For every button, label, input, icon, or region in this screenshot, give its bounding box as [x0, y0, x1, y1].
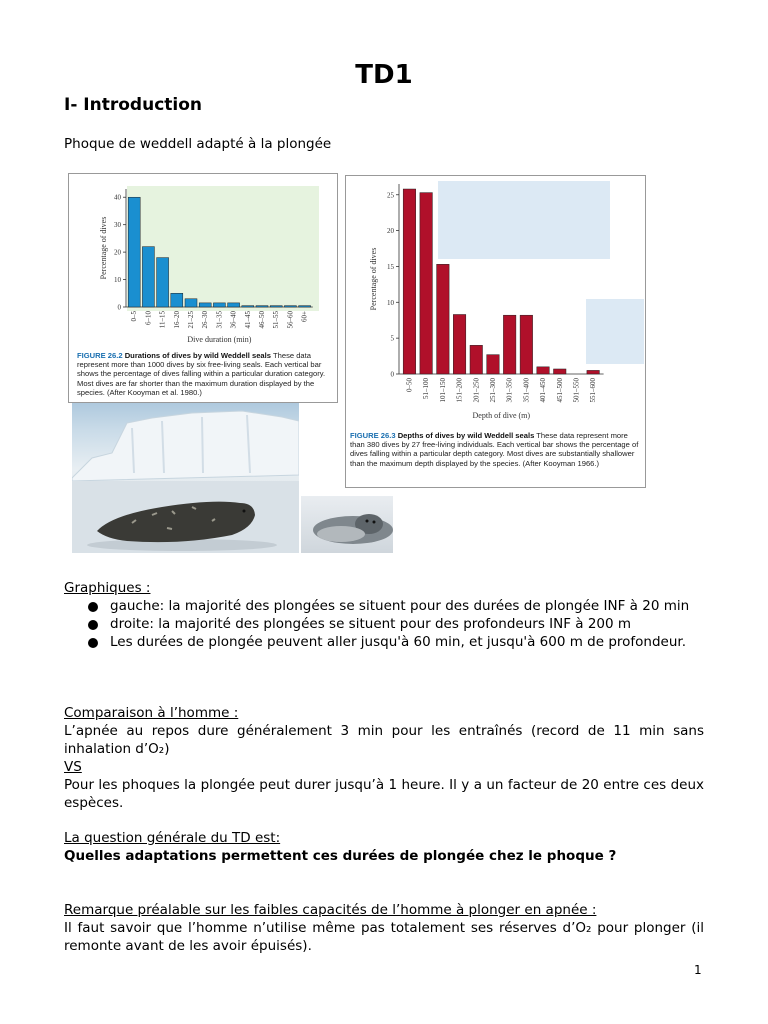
figure-right-caption-text: These data represent more than 380 dives by 27 free-living individuals. Each vertical bar shows the percentage of dives falling within a particular depth category. Most dives are substantially shallower than the maximum depth displayed by the species. (After Kooyman 1966.) — [350, 431, 639, 468]
list-item: droite: la majorité des plongées se situent pour des profondeurs INF à 200 m — [64, 615, 704, 633]
comparaison-vs: VS — [64, 759, 82, 775]
bar — [213, 303, 225, 307]
figure-right — [345, 175, 646, 488]
y-tick-label: 30 — [114, 221, 121, 230]
seal-closeup-illustration — [301, 496, 393, 553]
y-tick-label: 20 — [114, 248, 121, 257]
bar — [242, 306, 254, 307]
bar — [128, 197, 140, 307]
bar — [284, 306, 296, 307]
figure-left-label: FIGURE 26.2 — [77, 351, 123, 360]
x-tick-label: 551–600 — [589, 378, 598, 403]
bar — [554, 369, 567, 374]
intro-text: Phoque de weddell adapté à la plongée — [64, 136, 332, 152]
y-axis-label: Percentage of dives — [369, 247, 378, 311]
bar — [256, 306, 268, 307]
y-tick-label: 0 — [117, 303, 121, 312]
figure-right-caption — [350, 431, 640, 468]
figure-right-heading: Depths of dives by wild Weddell seals — [397, 431, 535, 440]
x-tick-label: 101–150 — [438, 378, 447, 403]
x-tick-label: 151–200 — [455, 378, 464, 403]
bar — [157, 258, 169, 307]
comparaison-text-2: Pour les phoques la plongée peut durer jusqu’à 1 heure. Il y a un facteur de 20 entre ces deux espèces. — [64, 777, 704, 811]
bar — [587, 370, 600, 374]
x-tick-label: 16–20 — [172, 311, 181, 329]
x-tick-label: 251–300 — [488, 378, 497, 403]
x-tick-label: 0–50 — [405, 378, 414, 392]
remarque-heading: Remarque préalable sur les faibles capacités de l’homme à plonger en apnée : — [64, 902, 597, 918]
bar — [487, 355, 500, 374]
bar — [420, 193, 433, 374]
x-axis-label: Depth of dive (m) — [472, 411, 531, 420]
bar — [185, 299, 197, 307]
dive-depth-chart — [346, 176, 645, 426]
bar — [403, 189, 416, 374]
x-tick-label: 401–450 — [539, 378, 548, 403]
chart-left-background — [127, 186, 319, 311]
x-tick-label: 26–30 — [201, 311, 210, 329]
comparaison-heading: Comparaison à l’homme : — [64, 705, 239, 721]
x-axis-label: Dive duration (min) — [187, 335, 252, 344]
x-tick-label: 31–35 — [215, 311, 224, 329]
x-tick-label: 46–50 — [258, 311, 266, 329]
bar — [270, 306, 282, 307]
bar — [228, 303, 240, 307]
comparaison-text-1: L’apnée au repos dure généralement 3 min pour les entraînés (record de 11 min sans inhalation d’O₂) — [64, 723, 704, 757]
y-tick-label: 15 — [387, 262, 394, 271]
ice-scene-illustration — [72, 403, 299, 553]
list-item: gauche: la majorité des plongées se situent pour des durées de plongée INF à 20 min — [64, 597, 704, 615]
x-tick-label: 41–45 — [243, 311, 252, 329]
x-tick-label: 501–550 — [572, 378, 581, 403]
figure-left — [68, 173, 338, 403]
y-tick-label: 10 — [114, 276, 121, 285]
question-heading: La question générale du TD est: — [64, 830, 281, 846]
x-tick-label: 6–10 — [144, 311, 153, 325]
y-tick-label: 5 — [390, 334, 394, 343]
remarque-text: Il faut savoir que l’homme n’utilise même pas totalement ses réserves d’O₂ pour plonger (il remonte avant de les avoir épuisés). — [64, 920, 704, 954]
x-tick-label: 351–400 — [522, 378, 531, 403]
bar — [453, 314, 466, 374]
x-tick-label: 0–5 — [130, 311, 139, 322]
bar — [142, 247, 154, 307]
page-number: 1 — [694, 963, 702, 977]
section-heading: I- Introduction — [64, 95, 203, 115]
x-tick-label: 36–40 — [229, 311, 238, 329]
x-tick-label: 21–25 — [187, 311, 195, 329]
figure-right-label: FIGURE 26.3 — [350, 431, 396, 440]
figure-left-caption — [77, 351, 333, 397]
bar — [437, 264, 450, 374]
x-tick-label: 51–55 — [272, 311, 281, 329]
figure-left-heading: Durations of dives by wild Weddell seals — [124, 351, 271, 360]
list-item: Les durées de plongée peuvent aller jusqu'à 60 min, et jusqu'à 600 m de profondeur. — [64, 633, 704, 651]
seal-on-ice-photo — [72, 403, 299, 553]
x-tick-label: 60+ — [300, 311, 309, 322]
y-tick-label: 10 — [387, 298, 394, 307]
x-tick-label: 451–500 — [555, 378, 564, 403]
graphiques-list — [64, 597, 704, 651]
bar — [299, 306, 311, 307]
bar — [537, 367, 550, 374]
x-tick-label: 301–350 — [505, 378, 514, 403]
bar — [199, 303, 211, 307]
x-tick-label: 56–60 — [286, 311, 295, 329]
bar — [171, 293, 183, 307]
bar — [470, 345, 483, 374]
chart-right-background-side — [586, 299, 644, 364]
x-tick-label: 11–15 — [158, 311, 167, 329]
question-text: Quelles adaptations permettent ces durées de plongée chez le phoque ? — [64, 848, 617, 864]
x-tick-label: 201–250 — [472, 378, 481, 403]
chart-right-background-top — [438, 181, 610, 259]
graphiques-heading: Graphiques : — [64, 580, 151, 596]
x-tick-label: 51–100 — [422, 378, 431, 399]
page-title: TD1 — [355, 60, 413, 90]
y-tick-label: 0 — [390, 370, 394, 379]
y-axis-label: Percentage of dives — [99, 216, 108, 280]
y-tick-label: 20 — [387, 227, 394, 236]
y-tick-label: 25 — [387, 191, 394, 200]
bar — [503, 315, 516, 374]
bar — [520, 315, 533, 374]
dive-duration-chart — [69, 174, 337, 349]
seal-closeup-photo — [301, 496, 393, 553]
y-tick-label: 40 — [114, 193, 121, 202]
figure-left-caption-text: These data represent more than 1000 dives by six free-living seals. Each vertical bar shows the percentage of dives falling within a particular duration category. Most dives are far shorter than the maximum duration displayed by the species. (After Kooyman et al. 1980.) — [77, 351, 326, 397]
